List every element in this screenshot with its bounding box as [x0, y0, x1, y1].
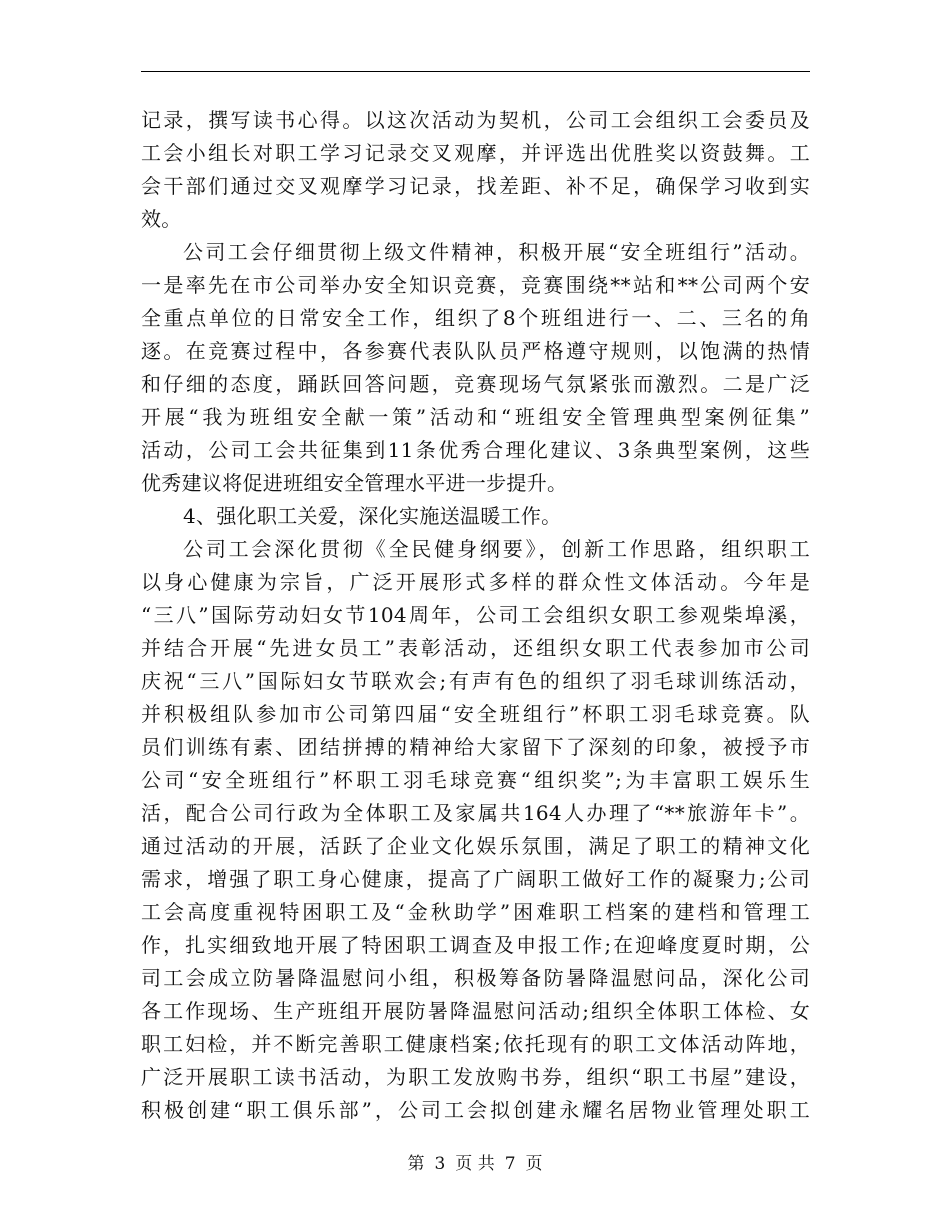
text-line: 需求，增强了职工身心健康，提高了广阔职工做好工作的凝聚力;公司: [141, 867, 810, 891]
footer-page-number: 3: [434, 1154, 446, 1174]
text-line: 和仔细的态度，踊跃回答问题，竞赛现场气氛紧张而激烈。二是广泛: [141, 372, 810, 396]
text-line: 员们训练有素、团结拼搏的精神给大家留下了深刻的印象，被授予市: [141, 735, 810, 759]
footer-prefix: 第: [407, 1154, 425, 1174]
text-line: 会干部们通过交叉观摩学习记录，找差距、补不足，确保学习收到实: [141, 174, 810, 198]
header-rule: [141, 71, 810, 72]
page-footer: [0, 1152, 950, 1176]
text-line: 职工妇检，并不断完善职工健康档案;依托现有的职工文体活动阵地，: [141, 1032, 810, 1056]
text-line: 优秀建议将促进班组安全管理水平进一步提升。: [141, 471, 568, 495]
text-line: 工会小组长对职工学习记录交叉观摩，并评选出优胜奖以资鼓舞。工: [141, 141, 810, 165]
paragraph-start-line: 公司工会仔细贯彻上级文件精神，积极开展“安全班组行”活动。: [183, 240, 810, 264]
text-line: 并结合开展“先进女员工”表彰活动，还组织女职工代表参加市公司: [141, 636, 810, 660]
footer-mid: 页 共: [455, 1154, 495, 1174]
text-line: 活，配合公司行政为全体职工及家属共164人办理了“**旅游年卡”。: [141, 801, 810, 825]
footer-suffix: 页: [525, 1154, 543, 1174]
section-heading: 4、强化职工关爱，深化实施送温暖工作。: [183, 504, 562, 528]
text-line: 并积极组队参加市公司第四届“安全班组行”杯职工羽毛球竞赛。队: [141, 702, 810, 726]
text-line: 广泛开展职工读书活动，为职工发放购书券，组织“职工书屋”建设，: [141, 1065, 810, 1089]
document-body: [141, 104, 810, 1127]
text-line: 逐。在竞赛过程中，各参赛代表队队员严格遵守规则，以饱满的热情: [141, 339, 810, 363]
paragraph-start-line: 公司工会深化贯彻《全民健身纲要》，创新工作思路，组织职工: [183, 537, 810, 561]
text-line: 司工会成立防暑降温慰问小组，积极筹备防暑降温慰问品，深化公司: [141, 966, 810, 990]
text-line: 庆祝“三八”国际妇女节联欢会;有声有色的组织了羽毛球训练活动，: [141, 669, 810, 693]
text-line: 一是率先在市公司举办安全知识竞赛，竞赛围绕**站和**公司两个安: [141, 273, 810, 297]
text-line: 积极创建“职工俱乐部”，公司工会拟创建永耀名居物业管理处职工: [141, 1098, 810, 1122]
footer-total-pages: 7: [504, 1154, 516, 1174]
text-line: 工会高度重视特困职工及“金秋助学”困难职工档案的建档和管理工: [141, 900, 810, 924]
text-line: 活动，公司工会共征集到11条优秀合理化建议、3条典型案例，这些: [141, 438, 810, 462]
text-line: 效。: [141, 207, 182, 231]
text-line: 公司“安全班组行”杯职工羽毛球竞赛“组织奖”;为丰富职工娱乐生: [141, 768, 810, 792]
text-line: 记录，撰写读书心得。以这次活动为契机，公司工会组织工会委员及: [141, 108, 810, 132]
text-line: “三八”国际劳动妇女节104周年，公司工会组织女职工参观柴埠溪，: [141, 603, 810, 627]
text-line: 各工作现场、生产班组开展防暑降温慰问活动;组织全体职工体检、女: [141, 999, 810, 1023]
text-line: 开展“我为班组安全献一策”活动和“班组安全管理典型案例征集”: [141, 405, 810, 429]
text-line: 全重点单位的日常安全工作，组织了8个班组进行一、二、三名的角: [141, 306, 810, 330]
text-line: 通过活动的开展，活跃了企业文化娱乐氛围，满足了职工的精神文化: [141, 834, 810, 858]
text-line: 作，扎实细致地开展了特困职工调查及申报工作;在迎峰度夏时期，公: [141, 933, 810, 957]
text-line: 以身心健康为宗旨，广泛开展形式多样的群众性文体活动。今年是: [141, 570, 810, 594]
